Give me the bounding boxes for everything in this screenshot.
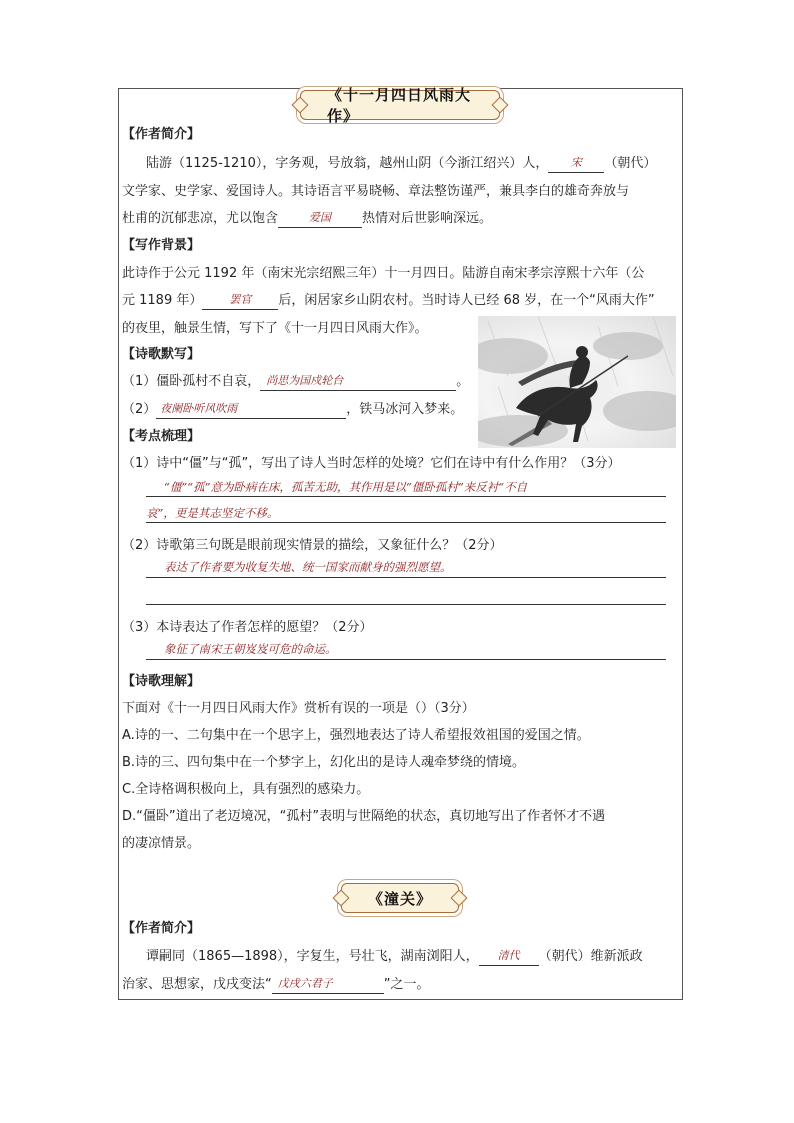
- text: 热情对后世影响深远。: [362, 211, 493, 226]
- dictation-blank-1: [260, 373, 456, 391]
- text: 后，闲居家乡山阴农村。当时诗人已经 68 岁，在一个“风雨大作”: [278, 293, 655, 308]
- text: 陆游（1125-1210），字务观，号放翁，越州山阴（今浙江绍兴）人，: [146, 156, 549, 171]
- six-gentlemen-blank: [272, 976, 384, 994]
- handwritten-answer: 夜阑卧听风吹雨: [160, 402, 238, 415]
- dynasty-blank: [479, 948, 539, 966]
- text: 谭嗣同（1865—1898），字复生，号壮飞，湖南浏阳人，: [146, 949, 479, 964]
- answer-rule: [146, 659, 666, 660]
- background-heading: 【写作背景】: [122, 238, 201, 253]
- background-line-2: [122, 292, 655, 310]
- option-d-line-1: D.“僵卧”道出了老迈境况，“孤村”表明与世隔绝的状态，真切地写出了作者怀才不遇: [122, 809, 606, 824]
- answer-rule: [146, 577, 666, 578]
- text: （朝代）: [604, 156, 657, 171]
- exam-points-heading: 【考点梳理】: [122, 429, 201, 444]
- horseman-illustration: [478, 316, 676, 448]
- text: ，铁马冰河入梦来。: [346, 402, 464, 417]
- title-plate: [341, 883, 459, 913]
- poem2-title: 《潼关》: [367, 889, 432, 908]
- option-b: B.诗的三、四句集中在一个梦字上，幻化出的是诗人魂牵梦绕的情境。: [122, 755, 526, 770]
- question-2: （2）诗歌第三句既是眼前现实情景的描绘，又象征什么？（2分）: [122, 538, 503, 553]
- dictation-line-2: [122, 401, 463, 419]
- background-line-3: 的夜里，触景生情，写下了《十一月四日风雨大作》。: [122, 321, 428, 336]
- question-3: （3）本诗表达了作者怎样的愿望？（2分）: [122, 620, 373, 635]
- text: 杜甫的沉郁悲凉，尤以饱含: [122, 211, 279, 226]
- author-intro-heading: 【作者简介】: [122, 127, 201, 142]
- handwritten-answer: 清代: [497, 949, 520, 962]
- text: 。: [456, 374, 470, 389]
- title-plate: [300, 86, 500, 125]
- poem2-author-line-1: [146, 948, 643, 966]
- dismissal-blank: [202, 292, 278, 310]
- answer-2: 表达了作者要为收复失地、统一国家而献身的强烈愿望。: [164, 560, 452, 574]
- ink-painting-horseman: [478, 316, 676, 448]
- understanding-heading: 【诗歌理解】: [122, 674, 201, 689]
- text: 元 1189 年）: [122, 293, 203, 308]
- poem2-author-heading: 【作者简介】: [122, 921, 201, 936]
- answer-1-line-2: 哀”，更是其志坚定不移。: [146, 506, 279, 520]
- answer-rule: [146, 522, 666, 523]
- text: （2）: [122, 402, 157, 417]
- emotion-blank: [278, 210, 362, 228]
- option-d-line-2: 的凄凉情景。: [122, 836, 201, 851]
- poem1-title: 《十一月四日风雨大作》: [327, 86, 472, 125]
- handwritten-answer: 尚思为国戍轮台: [266, 374, 344, 387]
- answer-rule: [146, 496, 666, 497]
- text: （1）僵卧孤村不自哀，: [122, 374, 261, 389]
- dictation-blank-2: [156, 401, 346, 419]
- dictation-heading: 【诗歌默写】: [122, 347, 201, 362]
- answer-rule: [146, 604, 666, 605]
- understanding-question: 下面对《十一月四日风雨大作》赏析有误的一项是（）（3分）: [122, 701, 475, 716]
- poem2-title-banner: [340, 879, 460, 917]
- text: 治家、思想家，戊戌变法“: [122, 977, 272, 992]
- answer-1-line-1: “僵”“孤”意为卧病在床，孤苦无助，其作用是以“僵卧孤村”来反衬“不自: [164, 480, 528, 494]
- poem1-title-banner: [300, 86, 500, 124]
- author-line-1: [146, 155, 656, 173]
- handwritten-answer: 宋: [570, 156, 582, 169]
- question-1: （1）诗中“僵”与“孤”，写出了诗人当时怎样的处境？它们在诗中有什么作用？（3分）: [122, 456, 621, 471]
- text: （朝代）维新派政: [538, 949, 643, 964]
- author-line-2: 文学家、史学家、爱国诗人。其诗语言平易晓畅、章法整饬谨严，兼具李白的雄奇奔放与: [122, 184, 630, 199]
- text: ”之一。: [383, 977, 430, 992]
- poem2-author-line-2: [122, 976, 430, 994]
- author-line-3: [122, 210, 492, 228]
- handwritten-answer: 戊戌六君子: [277, 977, 333, 990]
- dictation-line-1: [122, 373, 469, 391]
- background-line-1: 此诗作于公元 1192 年（南宋光宗绍熙三年）十一月四日。陆游自南宋孝宗淳熙十六年（公: [122, 266, 645, 281]
- handwritten-answer: 罢官: [229, 293, 252, 306]
- option-a: A.诗的一、二句集中在一个思字上，强烈地表达了诗人希望报效祖国的爱国之情。: [122, 728, 590, 743]
- handwritten-answer: 爱国: [309, 211, 332, 224]
- dynasty-blank: [548, 155, 604, 173]
- answer-3: 象征了南宋王朝岌岌可危的命运。: [164, 642, 337, 656]
- option-c: C.全诗格调积极向上，具有强烈的感染力。: [122, 782, 370, 797]
